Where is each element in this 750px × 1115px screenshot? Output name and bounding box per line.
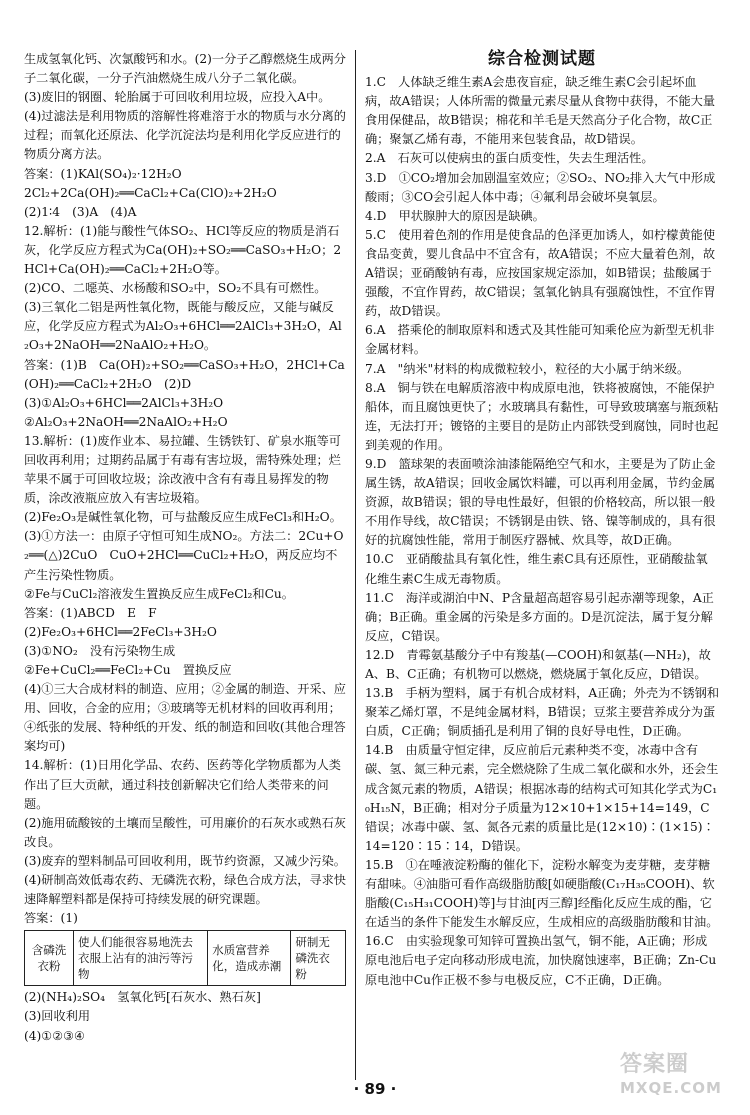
left-paragraph: (2)(NH₄)₂SO₄ 氢氧化钙[石灰水、熟石灰] <box>24 990 261 1005</box>
left-column <box>24 50 346 1046</box>
right-column <box>365 50 719 990</box>
answer-table-cell: 研制无磷洗衣粉 <box>291 931 346 986</box>
left-paragraph: (3)回收利用 <box>24 1009 91 1024</box>
right-paragraph: 4.D 甲状腺肿大的原因是缺碘。 <box>365 208 545 223</box>
left-paragraph: (4)研制高效低毒农药、无磷洗衣粉，绿色合成方法，寻求快速降解塑料都是保持可持续发展的研究课题。 <box>24 873 346 907</box>
right-paragraph: 8.A 铜与铁在电解质溶液中构成原电池，铁将被腐蚀，不能保护船体，而且腐蚀更快了；水玻璃具有黏性，可导致玻璃塞与瓶颈粘连，无法打开；镀铬的主要目的是防止内部铁受到腐蚀，同时也起到美观的作用。 <box>365 380 719 452</box>
left-paragraph: 14.解析：(1)日用化学品、农药、医药等化学物质都为人类作出了巨大贡献，通过科技创新解决它们给人类带来的问题。 <box>24 758 341 811</box>
left-paragraph: (3)①Al₂O₃+6HCl══2AlCl₃+3H₂O <box>24 395 224 410</box>
right-paragraph: 15.B ①在唾液淀粉酶的催化下，淀粉水解变为麦芽糖，麦芽糖有甜味。④油脂可看作高级脂肪酸[如硬脂酸(C₁₇H₃₅COOH)、软脂酸(C₁₅H₃₁COOH)等]与甘油[丙三醇]经酯化反应生成的酯，它在适当的条件下能发生水解反应，生成相应的高级脂肪酸和甘油。 <box>365 857 719 930</box>
right-paragraph: 5.C 使用着色剂的作用是使食品的色泽更加诱人，如柠檬黄能使食品变黄，婴儿食品中不宜含有，故A错误；不应大量着色剂，故A错误；亚硝酸钠有毒，应按国家规定添加，如B错误；盐酸属于强酸，不宜作胃药，故C错误；氢氧化钠具有强腐蚀性，不宜作胃药，故D错误。 <box>365 227 716 319</box>
right-paragraph: 16.C 由实验现象可知锌可置换出氢气，铜不能，A正确；形成原电池后电子定向移动形成电流，加快腐蚀速率，B正确；Zn-Cu原电池中Cu作正极不参与电极反应，C不正确，D正确。 <box>365 934 717 987</box>
right-paragraph: 7.A "纳米"材料的构成微粒较小，粒径的大小属于纳米级。 <box>365 361 690 376</box>
right-paragraph: 2.A 石灰可以使病虫的蛋白质变性，失去生理活性。 <box>365 151 654 166</box>
left-paragraph: (2)Fe₂O₃是碱性氧化物，可与盐酸反应生成FeCl₃和H₂O。 <box>24 510 342 525</box>
right-paragraph: 13.B 手柄为塑料，属于有机合成材料，A正确；外壳为不锈钢和聚苯乙烯灯罩，不是纯金属材料，B错误；豆浆主要营养成分为蛋白质，C正确；铜质插孔是利用了铜的良好导电性，D正确。 <box>365 686 720 739</box>
left-paragraph: ②Fe+CuCl₂══FeCl₂+Cu 置换反应 <box>24 663 232 677</box>
left-paragraph: (3)废旧的钢圈、轮胎属于可回收利用垃圾，应投入A中。 <box>24 90 331 105</box>
left-paragraph: ②Al₂O₃+2NaOH══2NaAlO₂+H₂O <box>24 414 228 429</box>
left-paragraph: (4)过滤法是利用物质的溶解性将难溶于水的物质与水分离的过程；而氧化还原法、化学沉淀法均是利用化学反应进行的物质分离方法。 <box>24 109 346 162</box>
page-number: · 89 · <box>353 1080 397 1098</box>
right-paragraph: 1.C 人体缺乏维生素A会患夜盲症，缺乏维生素C会引起坏血病，故A错误；人体所需的微量元素尽量从食物中获得，不能大量食用保健品，故B错误；棉花和羊毛是天然高分子化合物，故C正确；聚氯乙烯有毒，不能用来包装食品，故D错误。 <box>365 75 716 147</box>
left-paragraph: 12.解析：(1)能与酸性气体SO₂、HCl等反应的物质是消石灰，化学反应方程式为Ca(OH)₂+SO₂══CaSO₃+H₂O；2HCl+Ca(OH)₂══CaCl₂+2H₂O等。 <box>24 223 342 277</box>
watermark-logo <box>620 1052 740 1108</box>
watermark-text: 答案圈 <box>620 1052 690 1077</box>
left-paragraph: 2Cl₂+2Ca(OH)₂══CaCl₂+Ca(ClO)₂+2H₂O <box>24 185 277 200</box>
left-paragraph: 答案：(1)KAl(SO₄)₂·12H₂O <box>24 166 182 181</box>
answer-table <box>24 930 346 986</box>
left-paragraph: (3)三氧化二铝是两性氧化物，既能与酸反应，又能与碱反应，化学反应方程式为Al₂O₃+6HCl══2AlCl₃+3H₂O，Al₂O₃+2NaOH══2NaAlO₂+H₂O。 <box>24 300 342 353</box>
answer-table-row <box>25 931 346 986</box>
right-paragraph: 9.D 篮球架的表面喷涂油漆能隔绝空气和水，主要是为了防止金属生锈，故A错误；回收金属饮料罐，可以再利用金属，节约金属资源，故B错误；银的导电性最好，但银的价格较高，所以银一般不用作导线，故C错误；不锈钢是由铁、铬、镍等制成的，具有很好的抗腐蚀性能，常用于制医疗器械、炊具等，故D正确。 <box>365 456 716 548</box>
left-paragraph: (2)施用硫酸铵的土壤而呈酸性，可用廉价的石灰水或熟石灰改良。 <box>24 815 346 849</box>
left-paragraph: 答案：(1) <box>24 911 78 926</box>
left-paragraph: 答案：(1)ABCD E F <box>24 605 157 620</box>
left-paragraph: (2)1∶4 (3)A (4)A <box>24 204 137 219</box>
left-paragraph: ②Fe与CuCl₂溶液发生置换反应生成FeCl₂和Cu。 <box>24 586 294 601</box>
answer-table-cell: 含磷洗衣粉 <box>25 931 74 986</box>
left-paragraph: (3)废弃的塑料制品可回收利用，既节约资源，又减少污染。 <box>24 853 346 868</box>
left-paragraph: (2)Fe₂O₃+6HCl══2FeCl₃+3H₂O <box>24 624 217 639</box>
left-paragraph: (3)①方法一：由原子守恒可知生成NO₂。方法二：2Cu+O₂══(△)2CuO CuO+2HCl══CuCl₂+H₂O，两反应均不产生污染性物质。 <box>24 529 344 582</box>
watermark-url: MXQE.COM <box>620 1079 722 1097</box>
left-paragraph: 13.解析：(1)废作业本、易拉罐、生锈铁钉、矿泉水瓶等可回收再利用；过期药品属于有毒有害垃圾，需特殊处理；烂苹果不属于可回收垃圾；涂改液中含有有毒且易挥发的物质，涂改液瓶应放入有害垃圾箱。 <box>24 433 341 506</box>
right-paragraph: 6.A 搭乘伦的制取原料和透式及其性能可知乘伦应为新型无机非金属材料。 <box>365 323 715 357</box>
left-paragraph: (4)①三大合成材料的制造、应用；②金属的制造、开采、应用、回收，合金的应用；③玻璃等无机材料的回收再利用；④纸张的发展、特种纸的开发、纸的制造和回收(其他合理答案均可) <box>24 682 346 754</box>
left-paragraph: (4)①②③④ <box>24 1028 85 1043</box>
section-title: 综合检测试题 <box>488 49 596 69</box>
answer-table-cell: 使人们能很容易地洗去衣服上沾有的油污等污物 <box>74 931 208 986</box>
right-paragraph: 14.B 由质量守恒定律，反应前后元素种类不变，冰毒中含有碳、氢、氮三种元素，完全燃烧除了生成二氧化碳和水外，还会生成含氮元素的物质，A错误；根据冰毒的结构式可知其化学式为C₁₀H₁₅N，B正确；相对分子质量为12×10+1×15+14=149，C错误；冰毒中碳、氢、氮各元素的质量比是(12×10)∶(1×15)∶14=120∶15∶14，D错误。 <box>365 743 719 853</box>
answer-table-cell: 水质富营养化，造成赤潮 <box>208 931 291 986</box>
left-paragraph: (3)①NO₂ 没有污染物生成 <box>24 643 176 658</box>
right-paragraph: 11.C 海洋或湖泊中N、P含量超高超容易引起赤潮等现象，A正确；B正确。重金属的污染是多方面的。D是沉淀法，属于复分解反应，C错误。 <box>365 590 714 643</box>
right-paragraph: 10.C 亚硝酸盐具有氧化性，维生素C具有还原性，亚硝酸盐氧化维生素C生成无毒物质。 <box>365 552 708 586</box>
left-paragraph: (2)CO、二噁英、水杨酸和SO₂中，SO₂不具有可燃性。 <box>24 281 327 296</box>
right-paragraph: 12.D 青霉氨基酸分子中有羧基(—COOH)和氨基(—NH₂)，故A、B、C正确；有机物可以燃烧，燃烧属于氧化反应，D错误。 <box>365 647 711 681</box>
left-paragraph: 答案：(1)B Ca(OH)₂+SO₂══CaSO₃+H₂O，2HCl+Ca(OH)₂══CaCl₂+2H₂O (2)D <box>24 357 345 391</box>
right-paragraph: 3.D ①CO₂增加会加剧温室效应；②SO₂、NO₂排入大气中形成酸雨；③CO会引起人体中毒；④氟利昂会破坏臭氧层。 <box>365 170 716 204</box>
left-paragraph: 生成氢氧化钙、次氯酸钙和水。(2)一分子乙醇燃烧生成两分子二氧化碳，一分子汽油燃烧生成八分子二氧化碳。 <box>24 52 346 86</box>
column-divider <box>355 50 356 1080</box>
